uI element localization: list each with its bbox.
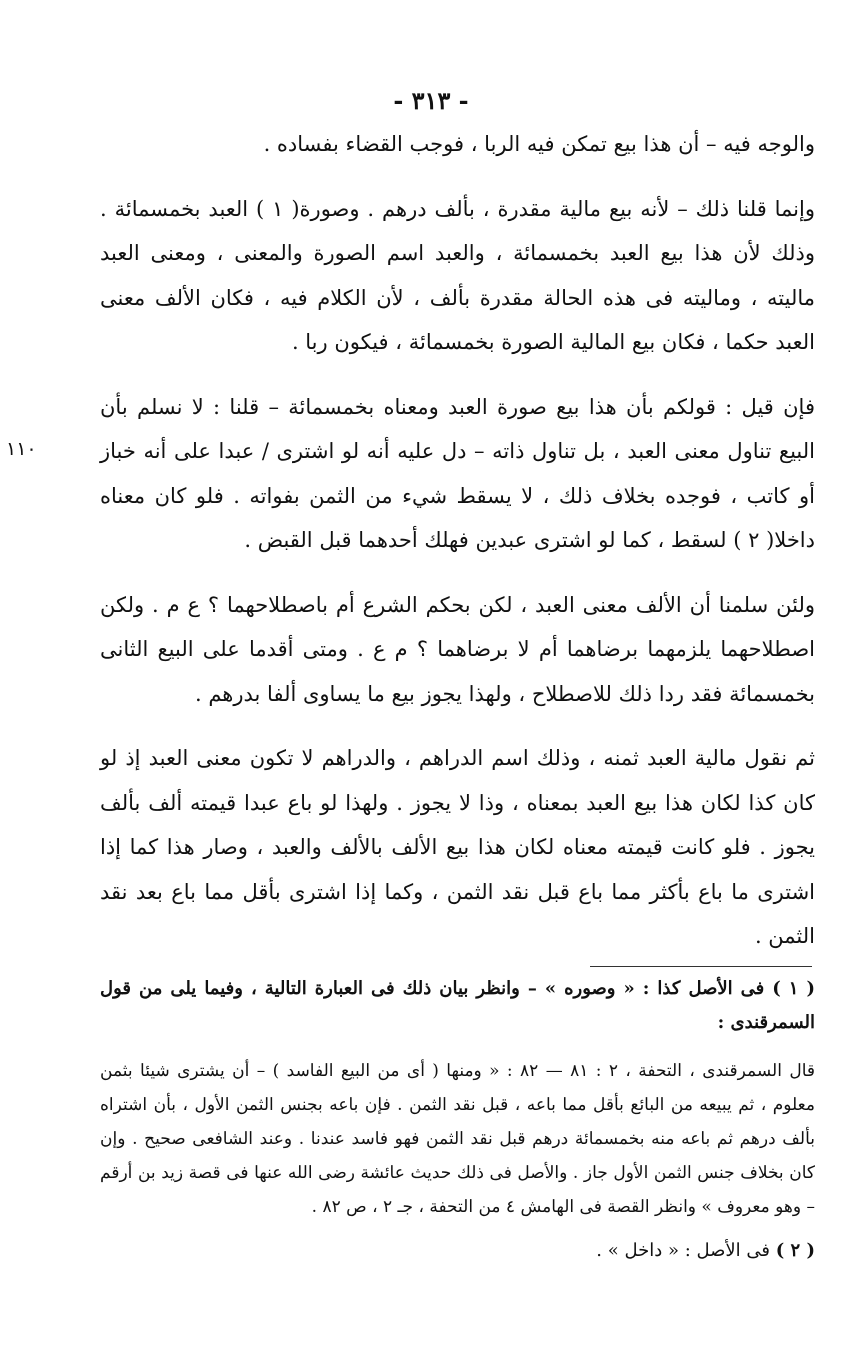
footnote-separator [590,966,812,967]
footnote-1-quote: قال السمرقندى ، التحفة ، ٢ : ٨١ — ٨٢ : « ومنها ( أى من البيع الفاسد ) – أن يشترى شيئا بثمن معلوم ، ثم يبيعه من البائع بأقل مما باعه ، قبل نقد الثمن . فإن باعه بجنس الثمن الأول ، بأن اشتراه بألف درهم ثم باعه منه بخمسمائة درهم قبل نقد الثمن فهو فاسد عندنا . وعند الشافعى صحيح . وإن كان بخلاف جنس الثمن الأول جاز . والأصل فى ذلك حديث عائشة رضى الله عنها فى قصة زيد بن أرقم – وهو معروف » وانظر القصة فى الهامش ٤ من التحفة ، جـ ٢ ، ص ٨٢ . [100,1061,815,1217]
margin-folio-note: ١١٠ [6,438,37,460]
footnote-2-text: فى الأصل : « داخل » . [596,1240,770,1261]
paragraph-1: والوجه فيه – أن هذا بيع تمكن فيه الربا ، فوجب القضاء بفساده . [263,132,815,156]
paragraph-4: ولئن سلمنا أن الألف معنى العبد ، لكن بحكم الشرع أم باصطلاحهما ؟ ع م . ولكن اصطلاحهما يلزمهما برضاهما أم لا برضاهما ؟ م ع . ومتى أقدما على البيع الثانى بخمسمائة فقد ردا ذلك للاصطلاح ، ولهذا يجوز بيع ما يساوى ألفا بدرهم . [100,592,815,706]
footnotes [100,972,815,1268]
footnote-1-heading: ( ١ ) فى الأصل كذا : « وصوره » – وانظر بيان ذلك فى العبارة التالية ، وفيما يلى من قول السمرقندى : [100,978,815,1033]
paragraph-3: فإن قيل : قولكم بأن هذا بيع صورة العبد ومعناه بخمسمائة – قلنا : لا نسلم بأن البيع تناول معنى العبد ، بل تناول ذاته – دل عليه أنه لو اشترى / عبدا على أنه خباز أو كاتب ، فوجده بخلاف ذلك ، لا يسقط شيء من الثمن بفواته . فلو كان معناه داخلا( ٢ ) لسقط ، كما لو اشترى عبدين فهلك أحدهما قبل القبض . [100,394,815,552]
page-number: - ٣١٣ - [393,86,469,115]
paragraph-5: ثم نقول مالية العبد ثمنه ، وذلك اسم الدراهم ، والدراهم لا تكون معنى العبد إذ لو كان كذا لكان هذا بيع العبد بمعناه ، وذا لا يجوز . ولهذا لو باع عبدا قيمته ألف بألف يجوز . فلو كانت قيمته معناه لكان هذا بيع الألف بالألف والعبد ، وصار هذا كما إذا اشترى ما باع بأكثر مما باع قبل نقد الثمن ، وكما إذا اشترى بأقل مما باع بعد نقد الثمن . [100,746,815,948]
paragraph-2: وإنما قلنا ذلك – لأنه بيع مالية مقدرة ، بألف درهم . وصورة( ١ ) العبد بخمسمائة . وذلك لأن هذا بيع العبد بخمسمائة ، والعبد اسم الصورة والمعنى ، ومعنى العبد ماليته ، وماليته فى هذه الحالة مقدرة بألف ، لأن الكلام فيه ، فكان الألف معنى العبد حكما ، فكان بيع المالية الصورة بخمسمائة ، فيكون ربا . [100,196,815,354]
footnote-2-marker: ( ٢ ) [775,1240,815,1261]
main-text [100,122,815,959]
footnote-2 [100,1234,815,1268]
